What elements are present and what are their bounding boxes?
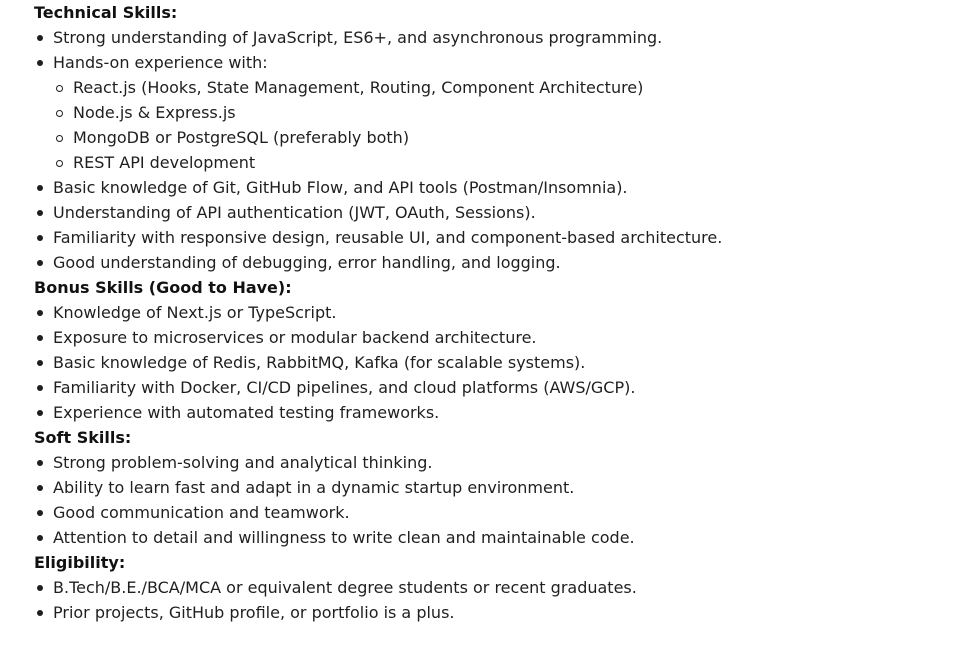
list-item	[34, 350, 953, 375]
bonus-skills-heading: Bonus Skills (Good to Have):	[34, 278, 292, 297]
list-item-text: Good understanding of debugging, error handling, and logging.	[53, 253, 561, 272]
list-item-text: Basic knowledge of Git, GitHub Flow, and API tools (Postman/Insomnia).	[53, 178, 628, 197]
sub-list-item	[53, 125, 953, 150]
sub-list-item-text: Node.js & Express.js	[73, 103, 236, 122]
bullet-icon	[37, 485, 43, 491]
list-item-text: Strong understanding of JavaScript, ES6+, and asynchronous programming.	[53, 28, 663, 47]
soft-skills-heading: Soft Skills:	[34, 428, 132, 447]
bullet-icon	[37, 510, 43, 516]
list-item	[34, 500, 953, 525]
list-item-text: B.Tech/B.E./BCA/MCA or equivalent degree students or recent graduates.	[53, 578, 637, 597]
list-item	[34, 400, 953, 425]
hollow-bullet-icon	[56, 160, 63, 167]
list-item	[34, 25, 953, 50]
hands-on-sublist	[53, 75, 953, 175]
bullet-icon	[37, 310, 43, 316]
bullet-icon	[37, 60, 43, 66]
list-item-text: Strong problem-solving and analytical thinking.	[53, 453, 433, 472]
list-item	[34, 325, 953, 350]
bullet-icon	[37, 585, 43, 591]
list-item-text: Good communication and teamwork.	[53, 503, 350, 522]
hollow-bullet-icon	[56, 110, 63, 117]
hollow-bullet-icon	[56, 135, 63, 142]
bullet-icon	[37, 335, 43, 341]
list-item-text: Understanding of API authentication (JWT, OAuth, Sessions).	[53, 203, 536, 222]
list-item-text: Hands-on experience with:	[53, 53, 268, 72]
technical-skills-heading: Technical Skills:	[34, 3, 178, 22]
list-item	[34, 375, 953, 400]
bullet-icon	[37, 460, 43, 466]
list-item	[34, 600, 953, 625]
list-item-text: Knowledge of Next.js or TypeScript.	[53, 303, 337, 322]
soft-skills-list	[34, 450, 953, 550]
list-item	[34, 200, 953, 225]
list-item	[34, 450, 953, 475]
list-item	[34, 300, 953, 325]
list-item-text: Familiarity with responsive design, reusable UI, and component-based architecture.	[53, 228, 723, 247]
bullet-icon	[37, 610, 43, 616]
bullet-icon	[37, 235, 43, 241]
bonus-skills-list	[34, 300, 953, 425]
list-item-text: Familiarity with Docker, CI/CD pipelines, and cloud platforms (AWS/GCP).	[53, 378, 636, 397]
bullet-icon	[37, 385, 43, 391]
list-item-text: Exposure to microservices or modular backend architecture.	[53, 328, 537, 347]
eligibility-list	[34, 575, 953, 625]
sub-list-item-text: REST API development	[73, 153, 256, 172]
hollow-bullet-icon	[56, 85, 63, 92]
sub-list-item-text: MongoDB or PostgreSQL (preferably both)	[73, 128, 410, 147]
bullet-icon	[37, 210, 43, 216]
list-item	[34, 175, 953, 200]
bullet-icon	[37, 260, 43, 266]
list-item	[34, 50, 953, 175]
sub-list-item	[53, 150, 953, 175]
list-item	[34, 475, 953, 500]
sub-list-item	[53, 75, 953, 100]
bullet-icon	[37, 410, 43, 416]
list-item-text: Experience with automated testing frameworks.	[53, 403, 440, 422]
list-item	[34, 225, 953, 250]
bullet-icon	[37, 535, 43, 541]
list-item	[34, 525, 953, 550]
sub-list-item-text: React.js (Hooks, State Management, Routing, Component Architecture)	[73, 78, 644, 97]
list-item-text: Basic knowledge of Redis, RabbitMQ, Kafka (for scalable systems).	[53, 353, 586, 372]
eligibility-heading: Eligibility:	[34, 553, 126, 572]
bullet-icon	[37, 35, 43, 41]
technical-skills-list	[34, 25, 953, 275]
list-item	[34, 250, 953, 275]
bullet-icon	[37, 360, 43, 366]
list-item	[34, 575, 953, 600]
sub-list-item	[53, 100, 953, 125]
list-item-text: Ability to learn fast and adapt in a dynamic startup environment.	[53, 478, 575, 497]
list-item-text: Attention to detail and willingness to write clean and maintainable code.	[53, 528, 635, 547]
list-item-text: Prior projects, GitHub profile, or portfolio is a plus.	[53, 603, 455, 622]
bullet-icon	[37, 185, 43, 191]
